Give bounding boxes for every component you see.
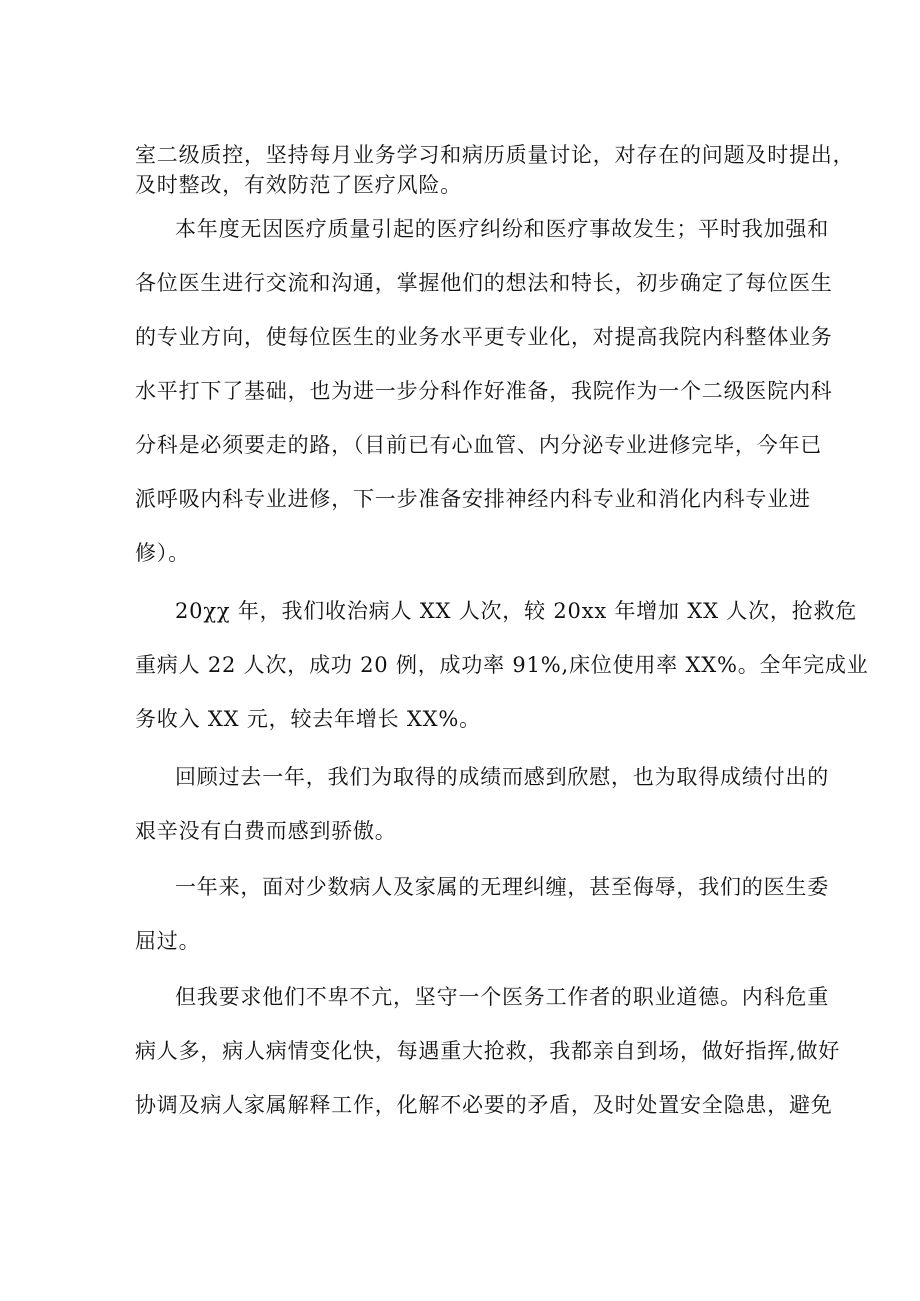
text-line: 的专业方向，使每位医生的业务水平更专业化，对提高我院内科整体业务 xyxy=(135,325,833,349)
text-line: 务收入 XX 元，较去年增长 XX%。 xyxy=(135,707,481,731)
paragraph-first-line: 但我要求他们不卑不亢，坚守一个医务工作者的职业道德。内科危重 xyxy=(175,985,829,1009)
text-line: 重病人 22 人次，成功 20 例，成功率 91%,床位使用率 XX%。全年完成业 xyxy=(135,653,869,677)
text-line: 修）。 xyxy=(135,541,190,565)
text-line: 分科是必须要走的路，（目前已有心血管、内分泌专业进修完毕，今年已 xyxy=(135,433,823,457)
text-line: 室二级质控，坚持每月业务学习和病历质量讨论，对存在的问题及时提出， xyxy=(135,143,855,167)
text-line: 各位医生进行交流和沟通，掌握他们的想法和特长，初步确定了每位医生 xyxy=(135,271,833,295)
paragraph-first-line: 回顾过去一年，我们为取得的成绩而感到欣慰，也为取得成绩付出的 xyxy=(175,765,829,789)
text-line: 病人多，病人病情变化快，每遇重大抢救，我都亲自到场，做好指挥,做好 xyxy=(135,1039,841,1063)
paragraph-first-line: 一年来，面对少数病人及家属的无理纠缠，甚至侮辱，我们的医生委 xyxy=(175,875,829,899)
text-line: 派呼吸内科专业进修，下一步准备安排神经内科专业和消化内科专业进 xyxy=(135,487,811,511)
text-line: 水平打下了基础，也为进一步分科作好准备，我院作为一个二级医院内科 xyxy=(135,379,833,403)
paragraph-first-line: 20χχ 年，我们收治病人 XX 人次，较 20xx 年增加 XX 人次，抢救危 xyxy=(175,599,858,623)
paragraph-first-line: 本年度无因医疗质量引起的医疗纠纷和医疗事故发生；平时我加强和 xyxy=(175,217,829,241)
text-line: 艰辛没有白费而感到骄傲。 xyxy=(135,819,397,843)
text-line: 及时整改，有效防范了医疗风险。 xyxy=(135,173,462,197)
text-line: 协调及病人家属解释工作，化解不必要的矛盾，及时处置安全隐患，避免 xyxy=(135,1093,833,1117)
text-line: 屈过。 xyxy=(135,929,201,953)
